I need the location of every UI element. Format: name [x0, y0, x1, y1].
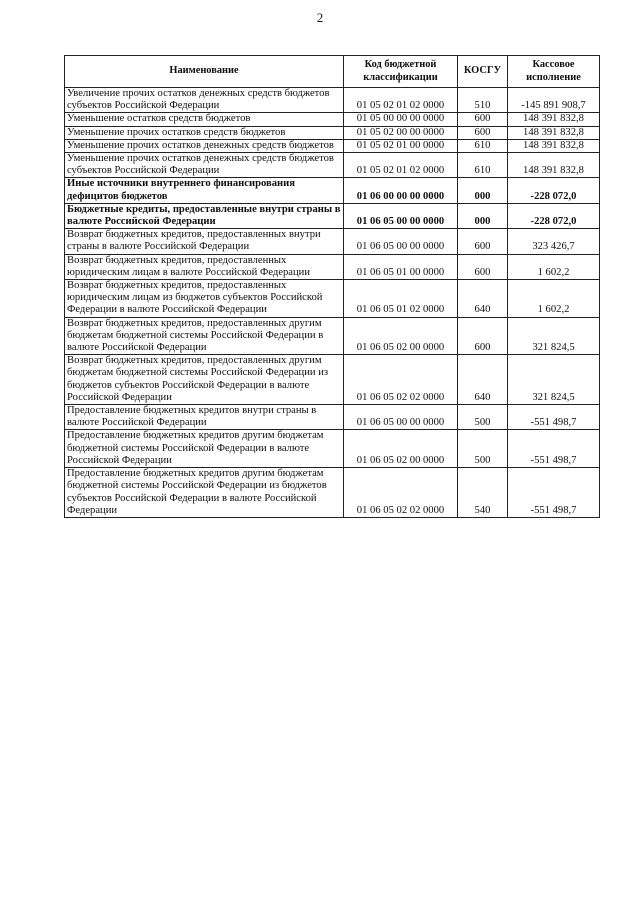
table-body	[65, 88, 600, 518]
row-kosgu: 500	[458, 405, 508, 430]
table-row	[65, 254, 600, 279]
table-header-row	[65, 56, 600, 88]
table-row	[65, 153, 600, 178]
row-execution: 321 824,5	[508, 317, 600, 355]
table-row	[65, 317, 600, 355]
row-code: 01 06 05 00 00 0000	[344, 229, 458, 254]
row-code: 01 06 00 00 00 0000	[344, 178, 458, 203]
row-execution: 148 391 832,8	[508, 139, 600, 152]
table-row	[65, 203, 600, 228]
table-row	[65, 178, 600, 203]
row-code: 01 05 02 01 00 0000	[344, 139, 458, 152]
row-kosgu: 000	[458, 178, 508, 203]
row-code: 01 06 05 02 02 0000	[344, 355, 458, 405]
row-execution: 321 824,5	[508, 355, 600, 405]
row-execution: -551 498,7	[508, 468, 600, 518]
row-name: Возврат бюджетных кредитов, предоставленных другим бюджетам бюджетной системы Российской Федерации из бюджетов субъектов Российской Федерации в валюте Российской Федерации	[65, 355, 344, 405]
table-row	[65, 468, 600, 518]
row-code: 01 05 02 00 00 0000	[344, 126, 458, 139]
row-kosgu: 640	[458, 355, 508, 405]
budget-sources-table	[64, 55, 600, 518]
row-execution: -228 072,0	[508, 203, 600, 228]
row-name: Иные источники внутреннего финансирования дефицитов бюджетов	[65, 178, 344, 203]
table-row	[65, 405, 600, 430]
row-kosgu: 500	[458, 430, 508, 468]
row-execution: -145 891 908,7	[508, 88, 600, 113]
row-code: 01 05 02 01 02 0000	[344, 153, 458, 178]
row-name: Предоставление бюджетных кредитов внутри страны в валюте Российской Федерации	[65, 405, 344, 430]
table-row	[65, 280, 600, 318]
row-name: Возврат бюджетных кредитов, предоставленных юридическим лицам из бюджетов субъектов Российской Федерации в валюте Российской Федерации	[65, 280, 344, 318]
row-kosgu: 610	[458, 139, 508, 152]
row-name: Предоставление бюджетных кредитов другим бюджетам бюджетной системы Российской Федерации из бюджетов субъектов Российской Федерации в валюте Российской Федерации	[65, 468, 344, 518]
row-name: Бюджетные кредиты, предоставленные внутри страны в валюте Российской Федерации	[65, 203, 344, 228]
row-name: Уменьшение прочих остатков средств бюджетов	[65, 126, 344, 139]
row-code: 01 06 05 00 00 0000	[344, 405, 458, 430]
row-code: 01 06 05 02 02 0000	[344, 468, 458, 518]
row-kosgu: 540	[458, 468, 508, 518]
row-execution: 1 602,2	[508, 280, 600, 318]
table-row	[65, 113, 600, 126]
row-code: 01 05 00 00 00 0000	[344, 113, 458, 126]
table-row	[65, 139, 600, 152]
row-execution: 1 602,2	[508, 254, 600, 279]
row-kosgu: 600	[458, 317, 508, 355]
row-name: Возврат бюджетных кредитов, предоставленных юридическим лицам в валюте Российской Федерации	[65, 254, 344, 279]
row-code: 01 06 05 01 00 0000	[344, 254, 458, 279]
row-kosgu: 610	[458, 153, 508, 178]
row-execution: 148 391 832,8	[508, 153, 600, 178]
row-code: 01 06 05 02 00 0000	[344, 317, 458, 355]
row-execution: -551 498,7	[508, 405, 600, 430]
row-execution: -551 498,7	[508, 430, 600, 468]
row-name: Предоставление бюджетных кредитов другим бюджетам бюджетной системы Российской Федерации в валюте Российской Федерации	[65, 430, 344, 468]
row-name: Возврат бюджетных кредитов, предоставленных другим бюджетам бюджетной системы Российской Федерации в валюте Российской Федерации	[65, 317, 344, 355]
table-row	[65, 229, 600, 254]
row-kosgu: 600	[458, 113, 508, 126]
row-kosgu: 600	[458, 126, 508, 139]
row-execution: 148 391 832,8	[508, 113, 600, 126]
table-row	[65, 88, 600, 113]
row-kosgu: 510	[458, 88, 508, 113]
header-execution: Кассовое исполнение	[508, 56, 600, 88]
row-name: Увеличение прочих остатков денежных средств бюджетов субъектов Российской Федерации	[65, 88, 344, 113]
header-name: Наименование	[65, 56, 344, 88]
row-execution: -228 072,0	[508, 178, 600, 203]
header-code: Код бюджетной классификации	[344, 56, 458, 88]
row-execution: 323 426,7	[508, 229, 600, 254]
row-kosgu: 640	[458, 280, 508, 318]
row-name: Уменьшение прочих остатков денежных средств бюджетов субъектов Российской Федерации	[65, 153, 344, 178]
row-name: Уменьшение остатков средств бюджетов	[65, 113, 344, 126]
row-kosgu: 600	[458, 229, 508, 254]
table-row	[65, 126, 600, 139]
table-row	[65, 355, 600, 405]
row-code: 01 06 05 00 00 0000	[344, 203, 458, 228]
header-kosgu: КОСГУ	[458, 56, 508, 88]
row-code: 01 06 05 01 02 0000	[344, 280, 458, 318]
page-number: 2	[316, 10, 324, 25]
row-name: Уменьшение прочих остатков денежных средств бюджетов	[65, 139, 344, 152]
row-execution: 148 391 832,8	[508, 126, 600, 139]
row-code: 01 06 05 02 00 0000	[344, 430, 458, 468]
row-kosgu: 600	[458, 254, 508, 279]
table-row	[65, 430, 600, 468]
row-kosgu: 000	[458, 203, 508, 228]
row-name: Возврат бюджетных кредитов, предоставленных внутри страны в валюте Российской Федерации	[65, 229, 344, 254]
row-code: 01 05 02 01 02 0000	[344, 88, 458, 113]
